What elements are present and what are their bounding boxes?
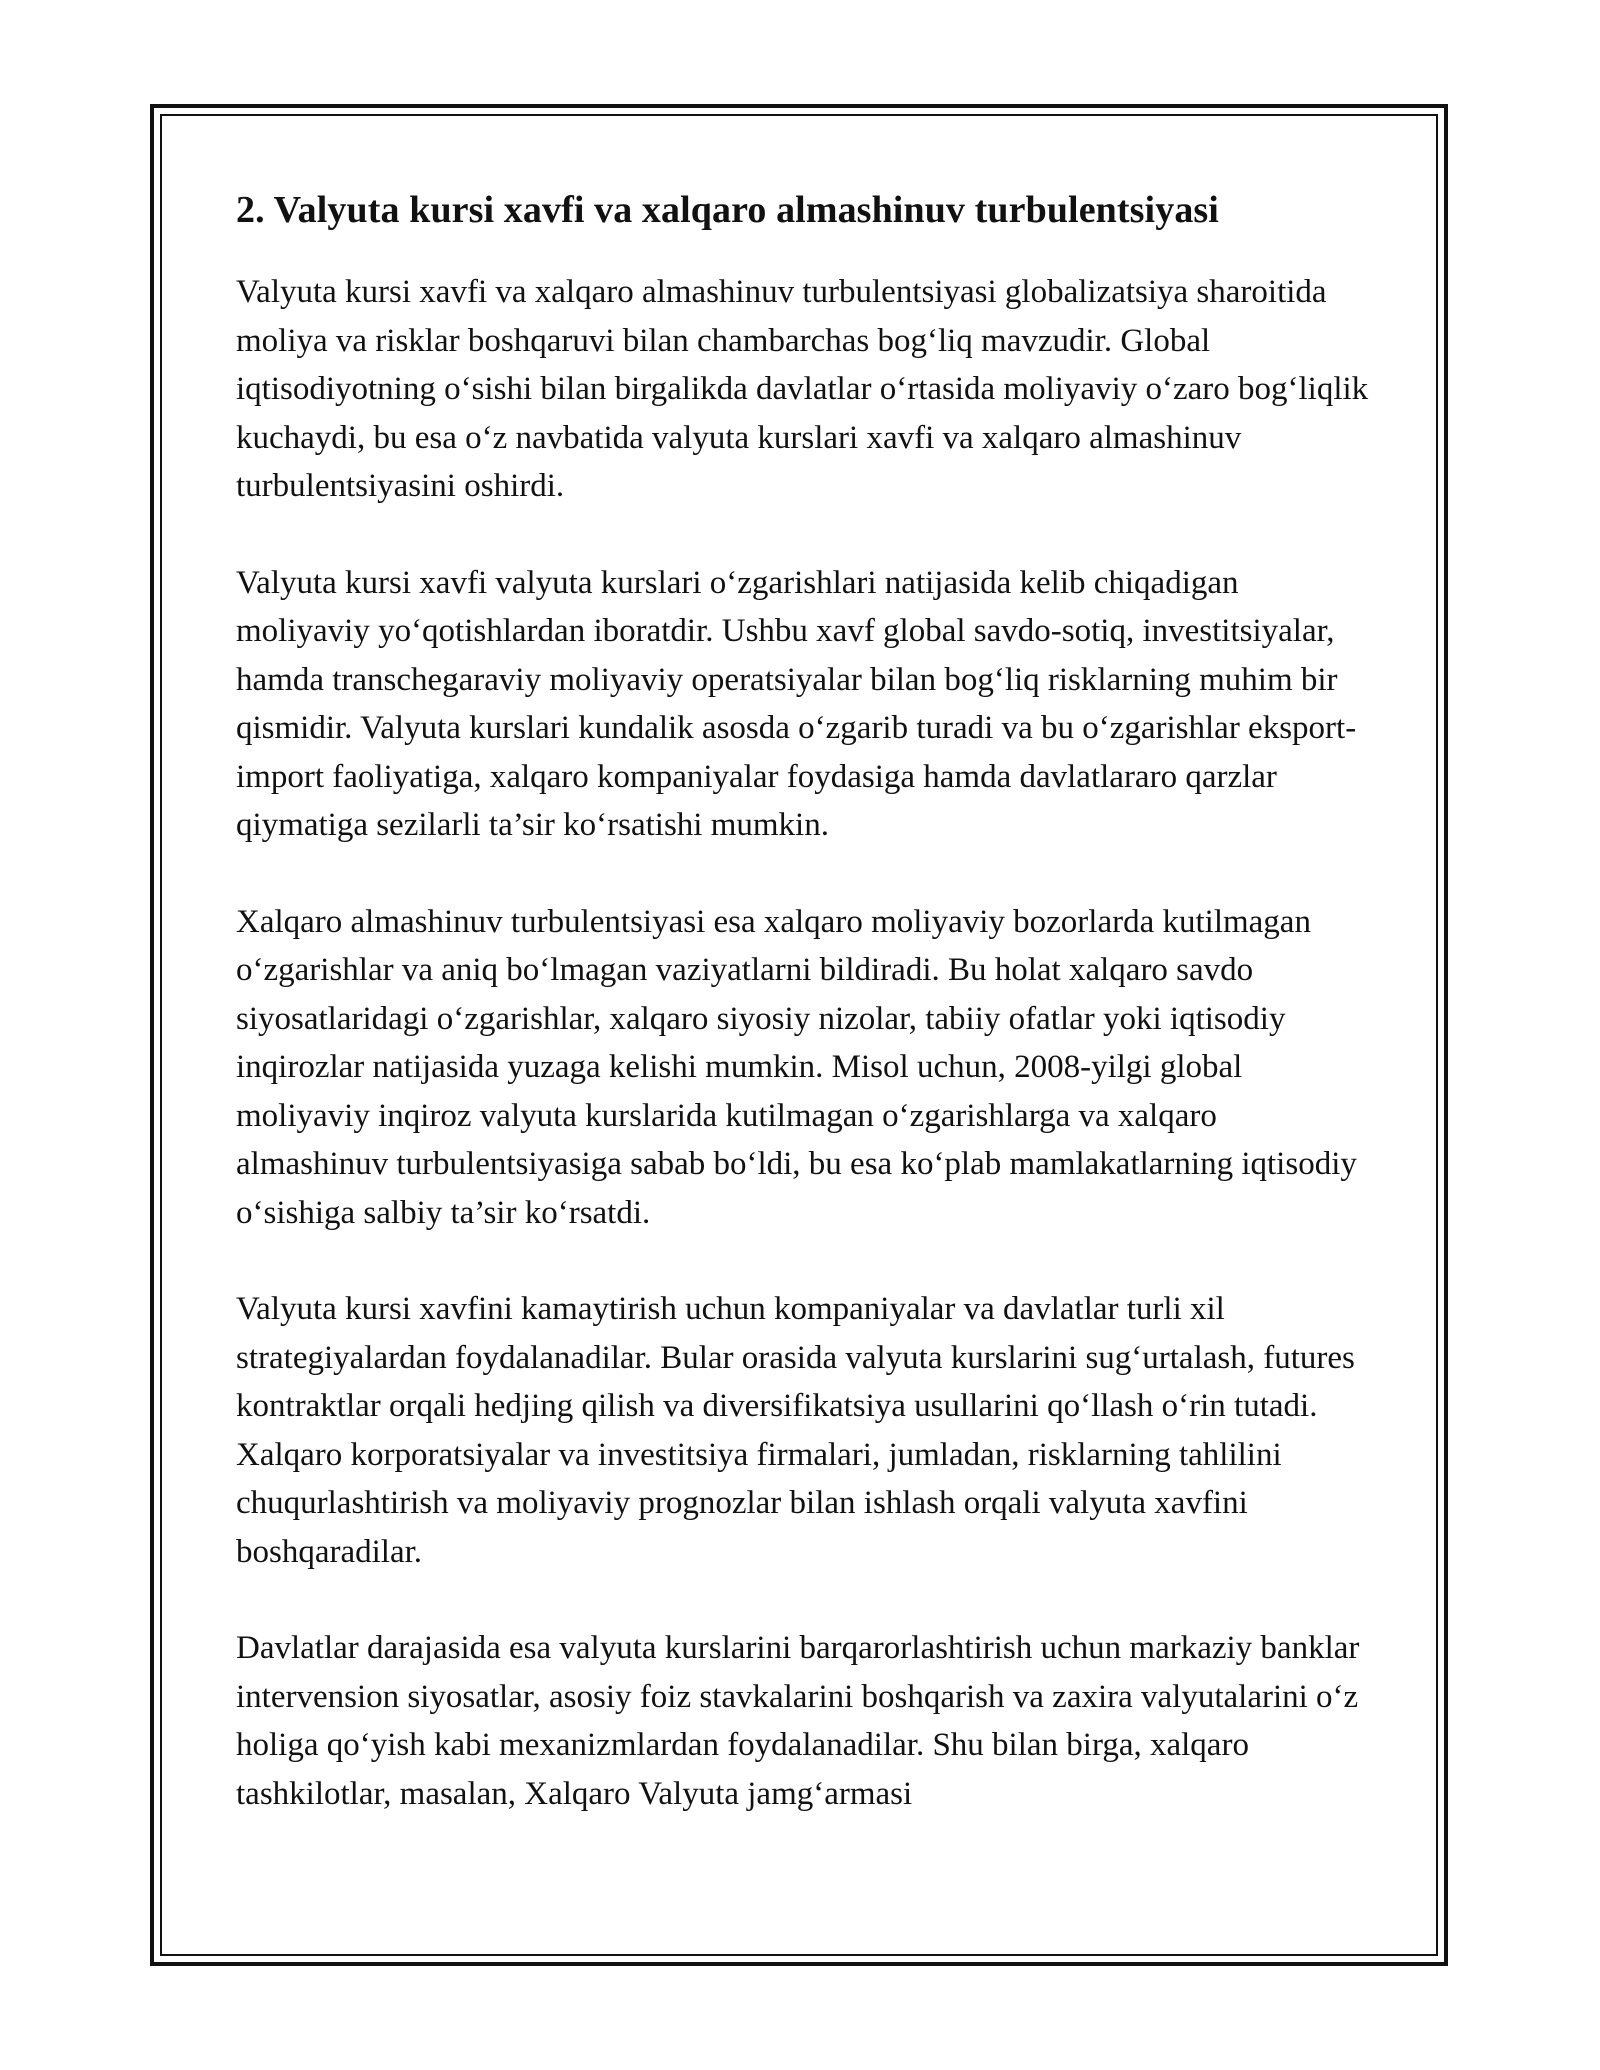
paragraph-5: Davlatlar darajasida esa valyuta kurslarini barqarorlashtirish uchun markaziy banklar intervension siyosatlar, asosiy foiz stavkalarini boshqarish va zaxira valyutalarini o‘z holiga qo‘yish kabi mexanizmlardan foydalanadilar. Shu bilan birga, xalqaro tashkilotlar, masalan, Xalqaro Valyuta jamg‘armasi	[236, 1630, 1360, 1812]
paragraph-3: Xalqaro almashinuv turbulentsiyasi esa xalqaro moliyaviy bozorlarda kutilmagan o‘zgarishlar va aniq bo‘lmagan vaziyatlarni bildiradi. Bu holat xalqaro savdo siyosatlaridagi o‘zgarishlar, xalqaro siyosiy nizolar, tabiiy ofatlar yoki iqtisodiy inqirozlar natijasida yuzaga kelishi mumkin. Misol uchun, 2008-yilgi global moliyaviy inqiroz valyuta kurslarida kutilmagan o‘zgarishlarga va xalqaro almashinuv turbulentsiyasiga sabab bo‘ldi, bu esa ko‘plab mamlakatlarning iqtisodiy o‘sishiga salbiy ta’sir ko‘rsatdi.	[236, 903, 1357, 1231]
section-heading: 2. Valyuta kursi xavfi va xalqaro almashinuv turbulentsiyasi	[236, 189, 1219, 231]
paragraph-1: Valyuta kursi xavfi va xalqaro almashinuv turbulentsiyasi globalizatsiya sharoitida moliya va risklar boshqaruvi bilan chambarchas bog‘liq mavzudir. Global iqtisodiyotning o‘sishi bilan birgalikda davlatlar o‘rtasida moliyaviy o‘zaro bog‘liqlik kuchaydi, bu esa o‘z navbatida valyuta kurslari xavfi va xalqaro almashinuv turbulentsiyasini oshirdi.	[236, 274, 1369, 504]
document-content	[236, 186, 1376, 1818]
paragraph-4: Valyuta kursi xavfini kamaytirish uchun kompaniyalar va davlatlar turli xil strategiyalardan foydalanadilar. Bular orasida valyuta kurslarini sug‘urtalash, futures kontraktlar orqali hedjing qilish va diversifikatsiya usullarini qo‘llash o‘rin tutadi. Xalqaro korporatsiyalar va investitsiya firmalari, jumladan, risklarning tahlilini chuqurlashtirish va moliyaviy prognozlar bilan ishlash orqali valyuta xavfini boshqaradilar.	[236, 1291, 1355, 1570]
paragraph-2: Valyuta kursi xavfi valyuta kurslari o‘zgarishlari natijasida kelib chiqadigan moliyaviy yo‘qotishlardan iboratdir. Ushbu xavf global savdo-sotiq, investitsiyalar, hamda transchegaraviy moliyaviy operatsiyalar bilan bog‘liq risklarning muhim bir qismidir. Valyuta kurslari kundalik asosda o‘zgarib turadi va bu o‘zgarishlar eksport-import faoliyatiga, xalqaro kompaniyalar foydasiga hamda davlatlararo qarzlar qiymatiga sezilarli ta’sir ko‘rsatishi mumkin.	[236, 564, 1357, 843]
